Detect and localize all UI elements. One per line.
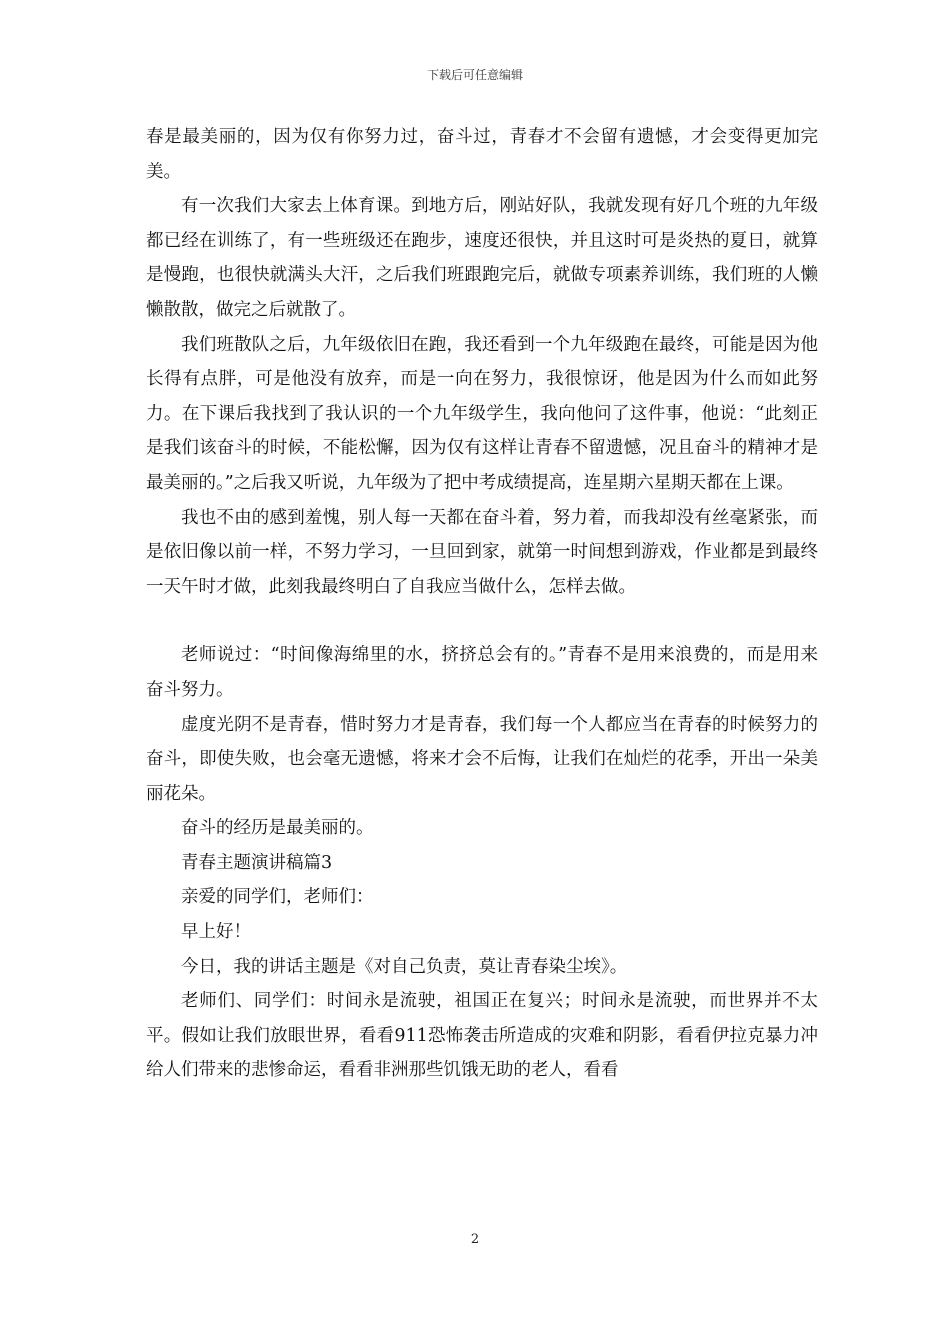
paragraph-4: 我也不由的感到羞愧，别人每一天都在奋斗着，努力着，而我却没有丝毫紧张，而是依旧像以前一样，不努力学习，一旦回到家，就第一时间想到游戏，作业都是到最终一天午时才做，此刻我最终明白了自我应当做什么，怎样去做。 bbox=[146, 507, 818, 597]
paragraph-6: 虚度光阴不是青春，惜时努力才是青春，我们每一个人都应当在青春的时候努力的奋斗，即使失败，也会毫无遗憾，将来才会不后悔，让我们在灿烂的花季，开出一朵美丽花朵。 bbox=[146, 714, 818, 804]
greeting: 早上好！ bbox=[181, 922, 251, 943]
document-body bbox=[146, 120, 818, 1088]
paragraph-3: 我们班散队之后，九年级依旧在跑，我还看到一个九年级跑在最终，可能是因为他长得有点胖，可是他没有放弃，而是一向在努力，我很惊讶，他是因为什么而如此努力。在下课后我找到了我认识的一个九年级学生，我向他问了这件事，他说：“此刻正是我们该奋斗的时候，不能松懈，因为仅有这样让青春不留遗憾，况且奋斗的精神才是最美丽的。”之后我又听说，九年级为了把中考成绩提高，连星期六星期天都在上课。 bbox=[146, 334, 818, 493]
paragraph-2: 有一次我们大家去上体育课。到地方后，刚站好队，我就发现有好几个班的九年级都已经在训练了，有一些班级还在跑步，速度还很快，并且这时可是炎热的夏日，就算是慢跑，也很快就满头大汗，之后我们班跟跑完后，就做专项素养训练，我们班的人懒懒散散，做完之后就散了。 bbox=[146, 196, 818, 320]
paragraph-5: 老师说过：“时间像海绵里的水，挤挤总会有的。”青春不是用来浪费的，而是用来奋斗努力。 bbox=[146, 645, 818, 700]
page-number: 2 bbox=[470, 1232, 480, 1247]
paragraph-7: 奋斗的经历是最美丽的。 bbox=[181, 818, 374, 839]
topic-statement: 今日，我的讲话主题是《对自己负责，莫让青春染尘埃》。 bbox=[181, 956, 628, 977]
page-header: 下载后可任意编辑 bbox=[426, 68, 523, 82]
salutation: 亲爱的同学们，老师们： bbox=[181, 887, 374, 908]
paragraph-12: 老师们、同学们：时间永是流驶，祖国正在复兴；时间永是流驶，而世界并不太平。假如让我们放眼世界，看看911恐怖袭击所造成的灾难和阴影，看看伊拉克暴力冲给人们带来的悲惨命运，看看非洲那些饥饿无助的老人，看看 bbox=[146, 991, 818, 1081]
section-title: 青春主题演讲稿篇3 bbox=[181, 852, 333, 873]
paragraph-1: 春是最美丽的，因为仅有你努力过，奋斗过，青春才不会留有遗憾，才会变得更加完美。 bbox=[146, 127, 818, 182]
paragraph-gap bbox=[146, 604, 818, 638]
